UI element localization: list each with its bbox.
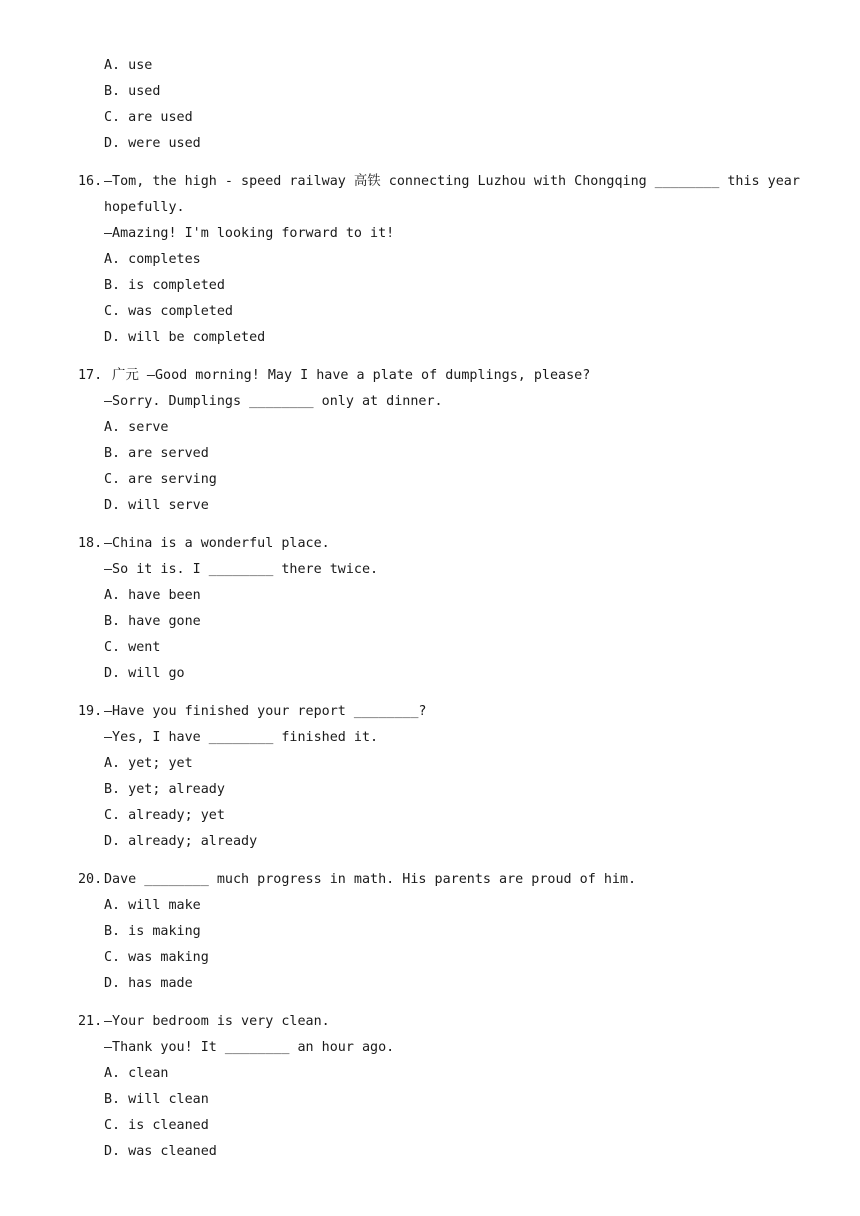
option-a: A. serve [104, 420, 169, 435]
option-b: B. used [104, 84, 161, 99]
option-c: C. went [104, 640, 161, 655]
option-d: D. will go [104, 666, 185, 681]
option-d: D. has made [104, 976, 193, 991]
question-stem: —So it is. I ________ there twice. [104, 562, 379, 577]
option-d: D. will serve [104, 498, 209, 513]
question-stem: —Sorry. Dumplings ________ only at dinner. [104, 394, 443, 409]
question-stem: Dave ________ much progress in math. His parents are proud of him. [104, 872, 637, 887]
option-c: C. already; yet [104, 808, 225, 823]
option-d: D. will be completed [104, 330, 266, 345]
option-b: B. have gone [104, 614, 201, 629]
option-b: B. yet; already [104, 782, 225, 797]
question-stem: —Thank you! It ________ an hour ago. [104, 1040, 395, 1055]
option-a: A. will make [104, 898, 201, 913]
question-stem: —Amazing! I'm looking forward to it! [104, 226, 395, 241]
question-number: 18. [78, 536, 103, 551]
question-stem: 广元 —Good morning! May I have a plate of dumplings, please? [104, 368, 591, 383]
question-number: 16. [78, 174, 103, 189]
option-a: A. use [104, 58, 153, 73]
option-d: D. was cleaned [104, 1144, 217, 1159]
option-a: A. completes [104, 252, 201, 267]
option-b: B. is making [104, 924, 201, 939]
question-stem: —Have you finished your report ________? [104, 704, 427, 719]
question-stem: —China is a wonderful place. [104, 536, 330, 551]
option-d: D. were used [104, 136, 201, 151]
option-c: C. was completed [104, 304, 233, 319]
option-a: A. have been [104, 588, 201, 603]
option-b: B. is completed [104, 278, 225, 293]
option-c: C. was making [104, 950, 209, 965]
option-d: D. already; already [104, 834, 258, 849]
option-a: A. clean [104, 1066, 169, 1081]
question-number: 17. [78, 368, 103, 383]
question-stem: —Tom, the high - speed railway 高铁 connecting Luzhou with Chongqing ________ this year [104, 174, 800, 189]
option-b: B. are served [104, 446, 209, 461]
question-stem: —Your bedroom is very clean. [104, 1014, 330, 1029]
option-c: C. are serving [104, 472, 217, 487]
question-number: 20. [78, 872, 103, 887]
question-stem: hopefully. [104, 200, 185, 215]
option-c: C. are used [104, 110, 193, 125]
question-number: 19. [78, 704, 103, 719]
option-a: A. yet; yet [104, 756, 193, 771]
option-b: B. will clean [104, 1092, 209, 1107]
option-c: C. is cleaned [104, 1118, 209, 1133]
question-stem: —Yes, I have ________ finished it. [104, 730, 379, 745]
question-number: 21. [78, 1014, 103, 1029]
